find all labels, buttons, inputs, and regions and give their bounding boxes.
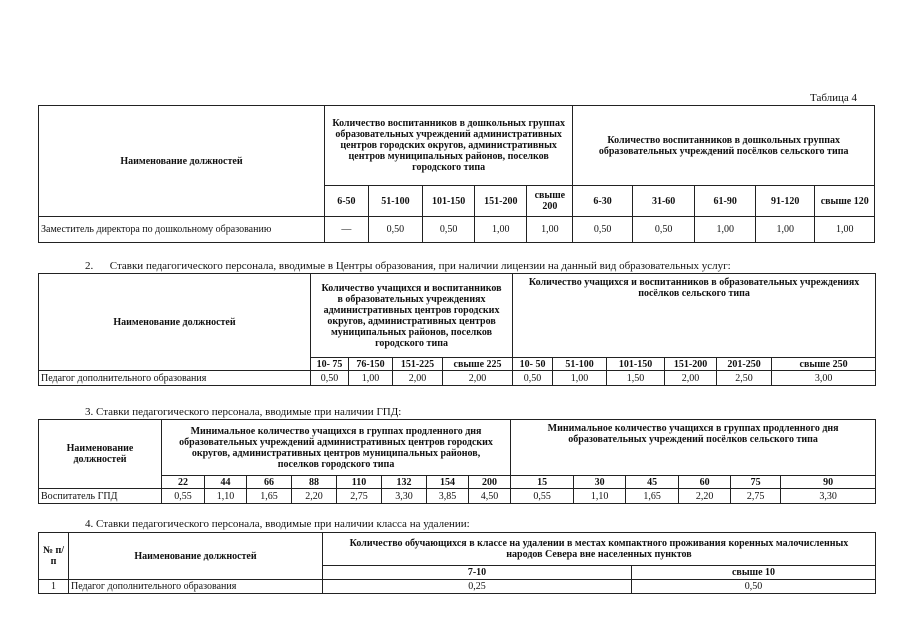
section-2-heading: 2. Ставки педагогического персонала, вводимые в Центры образования, при наличии лицензии на данный вид образовательных услуг: <box>85 260 731 272</box>
rate-value: 0,50 <box>311 371 349 386</box>
urban-range-header: 10- 75 <box>311 358 349 371</box>
rural-range-header: 91-120 <box>755 186 814 217</box>
urban-count-header: 110 <box>337 476 382 489</box>
position-name: Заместитель директора по дошкольному образованию <box>39 217 325 243</box>
table-row <box>39 489 876 504</box>
rate-value: 3,00 <box>772 371 876 386</box>
rate-value: 0,50 <box>632 580 876 594</box>
rate-value: 0,55 <box>162 489 205 504</box>
rate-value: 3,85 <box>427 489 469 504</box>
position-name: Воспитатель ГПД <box>39 489 162 504</box>
urban-group-header: Минимальное количество учащихся в группах продленного дня образовательных учреждений административных центров городских округов, административных центров муниципальных районов, поселков городского типа <box>162 420 511 476</box>
urban-count-header: 88 <box>292 476 337 489</box>
position-column-header: Наименование должностей <box>39 106 325 217</box>
rate-value: 2,20 <box>679 489 731 504</box>
rate-value: 1,00 <box>349 371 393 386</box>
rate-value: 2,00 <box>443 371 513 386</box>
table-row <box>39 371 876 386</box>
rate-value: 1,65 <box>626 489 679 504</box>
rate-value: 1,00 <box>695 217 756 243</box>
rate-value: 0,50 <box>423 217 475 243</box>
rural-range-header: 51-100 <box>553 358 607 371</box>
rural-count-header: 45 <box>626 476 679 489</box>
range-header: свыше 10 <box>632 566 876 580</box>
table-row <box>39 580 876 594</box>
position-name: Педагог дополнительного образования <box>39 371 311 386</box>
section-3-heading: 3. Ставки педагогического персонала, вводимые при наличии ГПД: <box>85 406 402 418</box>
rate-value: 4,50 <box>469 489 511 504</box>
urban-range-header: 151-200 <box>475 186 527 217</box>
urban-range-header: 76-150 <box>349 358 393 371</box>
remote-group-header: Количество обучающихся в классе на удалении в местах компактного проживания коренных малочисленных народов Севера вне населенных пунктов <box>323 533 876 566</box>
row-number: 1 <box>39 580 69 594</box>
rate-value: 2,50 <box>717 371 772 386</box>
number-column-header: № п/п <box>39 533 69 580</box>
position-column-header: Наименование должностей <box>39 420 162 489</box>
rural-range-header: 61-90 <box>695 186 756 217</box>
urban-group-header: Количество учащихся и воспитанников в образовательных учреждениях административных центров городских округов, административных центров муниципальных районов, поселков городского типа <box>311 274 513 358</box>
section-4-heading: 4. Ставки педагогического персонала, вводимые при наличии класса на удалении: <box>85 518 470 530</box>
rate-value: 1,10 <box>574 489 626 504</box>
table-caption: Таблица 4 <box>810 92 858 104</box>
rural-group-header: Минимальное количество учащихся в группах продленного дня образовательных учреждений посёлков сельского типа <box>511 420 876 476</box>
table-preschool-rates <box>38 105 875 243</box>
urban-count-header: 44 <box>205 476 247 489</box>
rural-count-header: 30 <box>574 476 626 489</box>
rate-value: 2,00 <box>665 371 717 386</box>
urban-count-header: 154 <box>427 476 469 489</box>
rate-value: 0,25 <box>323 580 632 594</box>
rate-value: — <box>324 217 368 243</box>
range-header: 7-10 <box>323 566 632 580</box>
position-column-header: Наименование должностей <box>69 533 323 580</box>
rural-range-header: 6-30 <box>573 186 632 217</box>
rate-value: 2,20 <box>292 489 337 504</box>
position-name: Педагог дополнительного образования <box>69 580 323 594</box>
urban-range-header: свыше 200 <box>527 186 573 217</box>
rate-value: 3,30 <box>781 489 876 504</box>
rural-range-header: 201-250 <box>717 358 772 371</box>
rural-count-header: 75 <box>731 476 781 489</box>
urban-range-header: 51-100 <box>368 186 422 217</box>
urban-range-header: 151-225 <box>393 358 443 371</box>
rate-value: 0,50 <box>632 217 695 243</box>
rural-range-header: свыше 250 <box>772 358 876 371</box>
table-extended-day-groups <box>38 419 876 504</box>
rate-value: 1,10 <box>205 489 247 504</box>
rate-value: 1,00 <box>815 217 875 243</box>
rate-value: 1,00 <box>475 217 527 243</box>
rural-count-header: 60 <box>679 476 731 489</box>
rural-count-header: 90 <box>781 476 876 489</box>
rate-value: 0,50 <box>368 217 422 243</box>
rate-value: 1,65 <box>247 489 292 504</box>
urban-range-header: 6-50 <box>324 186 368 217</box>
rate-value: 1,50 <box>607 371 665 386</box>
urban-range-header: свыше 225 <box>443 358 513 371</box>
rural-range-header: свыше 120 <box>815 186 875 217</box>
table-row <box>39 217 875 243</box>
rate-value: 1,00 <box>527 217 573 243</box>
rural-group-header: Количество учащихся и воспитанников в образовательных учреждениях посёлков сельского типа <box>513 274 876 358</box>
rate-value: 1,00 <box>755 217 814 243</box>
rural-range-header: 151-200 <box>665 358 717 371</box>
rural-count-header: 15 <box>511 476 574 489</box>
rate-value: 2,00 <box>393 371 443 386</box>
urban-count-header: 132 <box>382 476 427 489</box>
urban-group-header: Количество воспитанников в дошкольных группах образовательных учреждений административных центров городских округов, административных центров муниципальных районов, поселков городского типа <box>324 106 572 186</box>
rural-group-header: Количество воспитанников в дошкольных группах образовательных учреждений посёлков сельского типа <box>573 106 875 186</box>
rate-value: 0,50 <box>573 217 632 243</box>
rate-value: 0,55 <box>511 489 574 504</box>
position-column-header: Наименование должностей <box>39 274 311 371</box>
rural-range-header: 10- 50 <box>513 358 553 371</box>
urban-range-header: 101-150 <box>423 186 475 217</box>
rate-value: 2,75 <box>731 489 781 504</box>
rate-value: 2,75 <box>337 489 382 504</box>
rural-range-header: 31-60 <box>632 186 695 217</box>
table-education-centers <box>38 273 876 386</box>
table-remote-class <box>38 532 876 594</box>
rate-value: 3,30 <box>382 489 427 504</box>
rate-value: 1,00 <box>553 371 607 386</box>
urban-count-header: 66 <box>247 476 292 489</box>
urban-count-header: 22 <box>162 476 205 489</box>
rate-value: 0,50 <box>513 371 553 386</box>
urban-count-header: 200 <box>469 476 511 489</box>
rural-range-header: 101-150 <box>607 358 665 371</box>
